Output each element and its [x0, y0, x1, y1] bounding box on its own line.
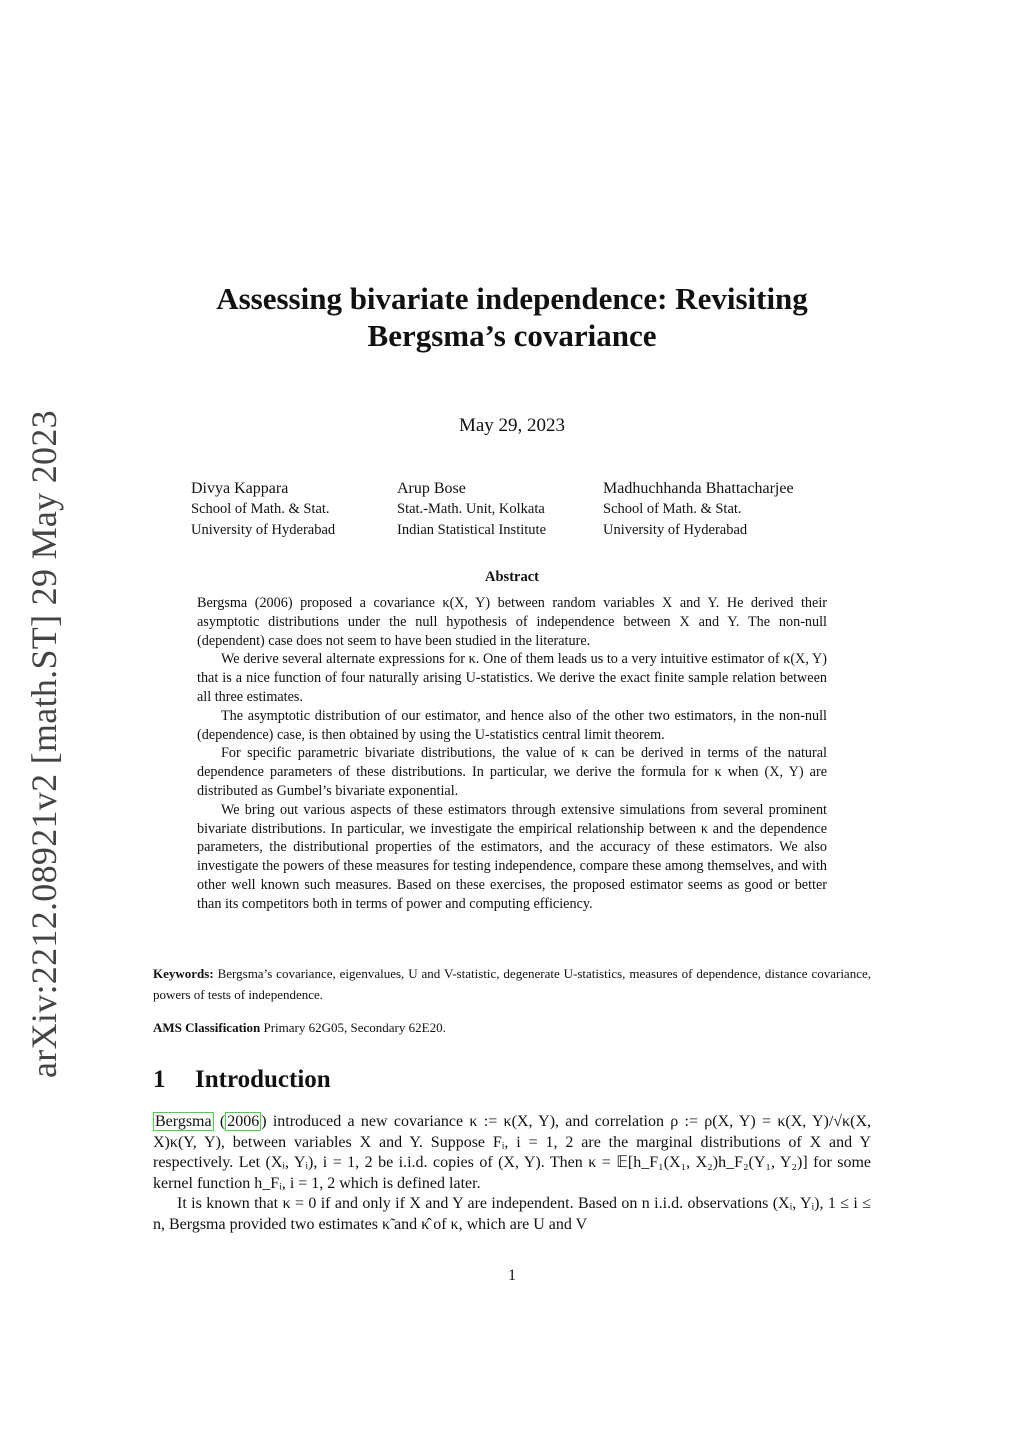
- author-institution: University of Hyderabad: [191, 522, 336, 538]
- author-block-3: [603, 478, 794, 541]
- page-number: 1: [508, 1267, 516, 1284]
- abstract-body: [197, 594, 827, 914]
- author-name: Madhuchhanda Bhattacharjee: [603, 480, 794, 497]
- abstract-paragraph: Bergsma (2006) proposed a covariance κ(X, Y) between random variables X and Y. He derived their asymptotic distributions under the null hypothesis of independence between X and Y. The non-null (dependent) case does not seem to have been studied in the literature.: [197, 595, 827, 649]
- section-number: 1: [153, 1066, 166, 1093]
- abstract-paragraph: We bring out various aspects of these estimators through extensive simulations from several prominent bivariate distributions. In particular, we investigate the empirical relationship between κ and the dependence parameters, the distributional properties of the estimators, and the accuracy of these estimators. We also investigate the powers of these measures for testing independence, compare these among themselves, and with other well known such measures. Based on these exercises, the proposed estimator seems as good or better than its competitors both in terms of power and computing efficiency.: [197, 801, 827, 912]
- title-line-2: Bergsma’s covariance: [367, 318, 657, 353]
- keywords-label: Keywords:: [153, 966, 214, 981]
- author-block-2: [397, 478, 546, 541]
- author-institution: Indian Statistical Institute: [397, 522, 547, 538]
- abstract-paragraph: The asymptotic distribution of our estimator, and hence also of the other two estimators, in the non-null (dependence) case, is then obtained by using the U-statistics central limit theorem.: [197, 707, 827, 743]
- ams-text: Primary 62G05, Secondary 62E20.: [260, 1020, 446, 1035]
- author-department: School of Math. & Stat.: [191, 501, 330, 517]
- author-department: School of Math. & Stat.: [603, 501, 742, 517]
- intro-paragraph-1-text: introduced a new covariance κ := κ(X, Y), and correlation ρ := ρ(X, Y) = κ(X, Y)/√κ(X, X)κ(Y, Y), between variables X and Y. Suppose Fᵢ, i = 1, 2 are the marginal distributions of X and Y respectively. Let (Xᵢ, Yᵢ), i = 1, 2 be i.i.d. copies of (X, Y). Then κ = 𝔼[h_F₁(X₁, X₂)h_F₂(Y₁, Y₂)] for some kernel function h_Fᵢ, i = 1, 2 which is defined later.: [153, 1113, 872, 1192]
- abstract-paragraph: For specific parametric bivariate distributions, the value of κ can be derived in terms of the natural dependence parameters of these distributions. In particular, we derive the formula for κ when (X, Y) are distributed as Gumbel’s bivariate exponential.: [197, 745, 827, 799]
- abstract-heading: Abstract: [485, 569, 539, 585]
- citation-link-author[interactable]: Bergsma: [155, 1113, 212, 1130]
- intro-paragraph-1: Bergsma ( 2006 ) introduced a new covariance κ := κ(X, Y), and correlation ρ := ρ(X, Y) = κ(X, Y)/√κ(X, X)κ(Y, Y), between variables X and Y. Suppose Fᵢ, i = 1, 2 are the marginal distributions of X and Y respectively. Let (Xᵢ, Yᵢ), i = 1, 2 be i.i.d. copies of (X, Y). Then κ = 𝔼[h_F₁(X₁, X₂)h_F₂(Y₁, Y₂)] for some kernel function h_Fᵢ, i = 1, 2 which is defined later.: [153, 1113, 872, 1192]
- author-name: Divya Kappara: [191, 480, 289, 497]
- paper-title: [150, 280, 874, 354]
- citation-link-year[interactable]: 2006: [227, 1113, 260, 1130]
- paper-date: May 29, 2023: [458, 415, 566, 436]
- section-heading-introduction: [153, 1066, 331, 1094]
- author-name: Arup Bose: [397, 480, 466, 497]
- ams-classification: [153, 1020, 871, 1036]
- author-department: Stat.-Math. Unit, Kolkata: [397, 501, 545, 517]
- section-title: Introduction: [195, 1066, 331, 1093]
- arxiv-identifier: arXiv:2212.08921v2 [math.ST] 29 May 2023: [24, 410, 64, 1078]
- title-line-1: Assessing bivariate independence: Revisiting: [216, 281, 808, 316]
- ams-label: AMS Classification: [153, 1020, 261, 1035]
- introduction-body: [153, 1112, 871, 1236]
- keywords-text: Bergsma’s covariance, eigenvalues, U and V-statistic, degenerate U-statistics, measures of dependence, distance covariance, powers of tests of independence.: [153, 966, 871, 1002]
- author-institution: University of Hyderabad: [603, 522, 748, 538]
- author-block-1: [191, 478, 335, 541]
- keywords: [153, 963, 871, 1005]
- abstract-paragraph: We derive several alternate expressions for κ. One of them leads us to a very intuitive estimator of κ(X, Y) that is a nice function of four naturally arising U-statistics. We derive the exact finite sample relation between all three estimates.: [197, 651, 827, 705]
- intro-paragraph-2: It is known that κ = 0 if and only if X and Y are independent. Based on n i.i.d. observations (Xᵢ, Yᵢ), 1 ≤ i ≤ n, Bergsma provided two estimates κ̃ and κ̂ of κ, which are U and V: [153, 1195, 871, 1233]
